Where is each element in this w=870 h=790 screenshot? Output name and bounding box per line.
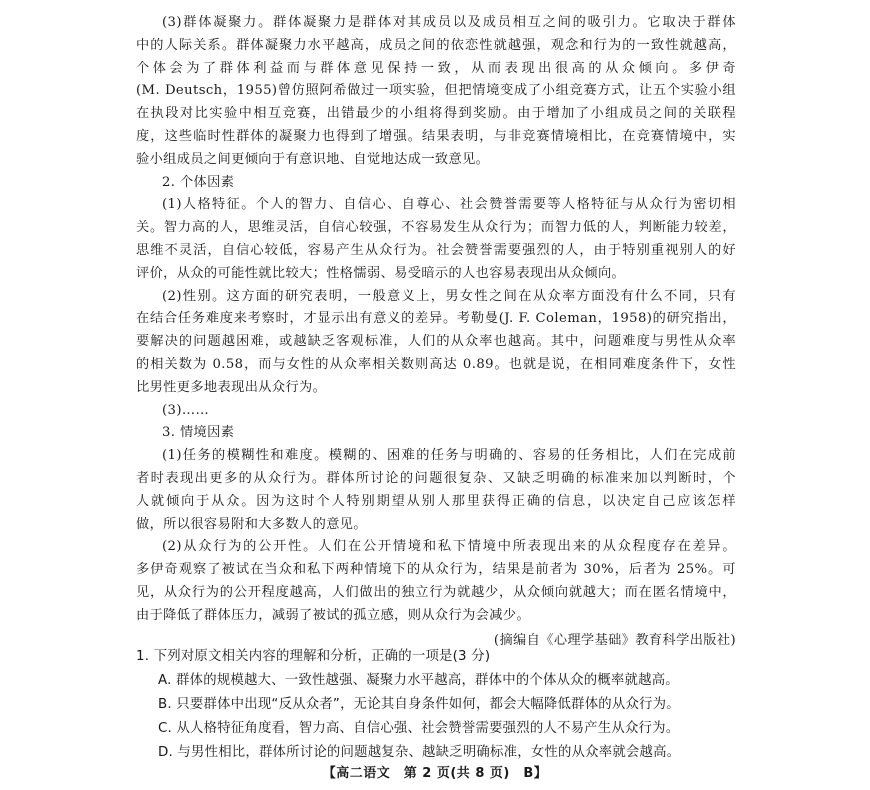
option-c: C. 从人格特征角度看，智力高、自信心强、社会赞誉需要强烈的人不易产生从众行为。 bbox=[158, 721, 680, 736]
section-heading: 2. 个体因素 bbox=[162, 174, 235, 190]
section-heading: 3. 情境因素 bbox=[162, 425, 235, 441]
passage-line: (1)人格特征。个人的智力、自信心、自尊心、社会赞誉需要等人格特征与从众行为密切相 bbox=[162, 197, 736, 213]
passage-line: 在执段对比实验中相互竞赛，出错最少的小组将得到奖励。由于增加了小组成员之间的关联程 bbox=[136, 106, 736, 122]
reading-passage bbox=[136, 12, 736, 652]
page-footer: 【高二语文 第 2 页(共 8 页) B】 bbox=[322, 766, 548, 781]
passage-line: 度，这些临时性群体的凝聚力也得到了增强。结果表明，与非竞赛情境相比，在竞赛情境中，实 bbox=[136, 128, 736, 144]
passage-line: 人就倾向于从众。因为这时个人特别期望从别人那里获得正确的信息，以决定自己应该怎样 bbox=[136, 493, 736, 509]
option-b: B. 只要群体中出现“反从众者”，无论其自身条件如何，都会大幅降低群体的从众行为。 bbox=[158, 697, 680, 712]
option-a: A. 群体的规模越大、一致性越强、凝聚力水平越高，群体中的个体从众的概率就越高。 bbox=[158, 673, 679, 688]
passage-line: 要解决的问题越困难，或越缺乏客观标准，人们的从众率也越高。其中，问题难度与男性从众率 bbox=[136, 334, 736, 350]
passage-line: 者时表现出更多的从众行为。群体所讨论的问题很复杂、又缺乏明确的标准来加以判断时，个 bbox=[136, 470, 736, 486]
question-stem: 1. 下列对原文相关内容的理解和分析，正确的一项是(3 分) bbox=[136, 649, 491, 664]
passage-line: (M. Deutsch，1955)曾仿照阿希做过一项实验，但把情境变成了小组竞赛方式，让五个实验小组 bbox=[136, 83, 736, 99]
passage-line: 在结合任务难度来考察时，才显示出有意义的差异。考勒曼(J. F. Coleman，1958)的研究指出， bbox=[136, 311, 736, 327]
option-d: D. 与男性相比，群体所讨论的问题越复杂、越缺乏明确标准，女性的从众率就会越高。 bbox=[158, 745, 681, 760]
section-heading: (3)…… bbox=[162, 402, 210, 418]
passage-line: 的相关数为 0.58，而与女性的从众率相关数则高达 0.89。也就是说，在相同难度条件下，女性 bbox=[136, 356, 736, 372]
passage-line: 比男性更多地表现出从众行为。 bbox=[136, 379, 327, 395]
passage-line: 做，所以很容易附和大多数人的意见。 bbox=[136, 516, 367, 532]
passage-line: 个体会为了群体利益而与群体意见保持一致，从而表现出很高的从众倾向。多伊奇 bbox=[136, 60, 736, 76]
passage-line: 思维不灵活，自信心较低，容易产生从众行为。社会赞誉需要强烈的人，由于特别重视别人的好 bbox=[136, 242, 736, 258]
passage-line: 由于降低了群体压力，减弱了被试的孤立感，则从众行为会减少。 bbox=[136, 607, 531, 623]
passage-line: 验小组成员之间更倾向于有意识地、自觉地达成一致意见。 bbox=[136, 151, 490, 167]
passage-line: (2)性别。这方面的研究表明，一般意义上，男女性之间在从众率方面没有什么不同，只有 bbox=[162, 288, 736, 304]
passage-line: 关。智力高的人，思维灵活，自信心较强，不容易发生从众行为；而智力低的人，判断能力较差， bbox=[136, 220, 736, 236]
passage-line: 中的人际关系。群体凝聚力水平越高，成员之间的依恋性就越强，观念和行为的一致性就越高， bbox=[136, 37, 736, 53]
passage-line: 评价，从众的可能性就比较大；性格懦弱、易受暗示的人也容易表现出从众倾向。 bbox=[136, 265, 626, 281]
passage-line: 见，从众行为的公开程度越高，人们做出的独立行为就越少，从众倾向就越大；而在匿名情境中， bbox=[136, 584, 736, 600]
question-1 bbox=[136, 645, 736, 765]
passage-line: (3)群体凝聚力。群体凝聚力是群体对其成员以及成员相互之间的吸引力。它取决于群体 bbox=[162, 15, 736, 30]
source-citation: (摘编自《心理学基础》教育科学出版社) bbox=[493, 632, 736, 648]
passage-line: (1)任务的模糊性和难度。模糊的、困难的任务与明确的、容易的任务相比，人们在完成前 bbox=[162, 448, 736, 464]
passage-line: 多伊奇观察了被试在当众和私下两种情境下的从众行为，结果是前者为 30%，后者为 25%。可 bbox=[136, 562, 736, 578]
passage-line: (2)从众行为的公开性。人们在公开情境和私下情境中所表现出来的从众程度存在差异。 bbox=[162, 539, 736, 555]
